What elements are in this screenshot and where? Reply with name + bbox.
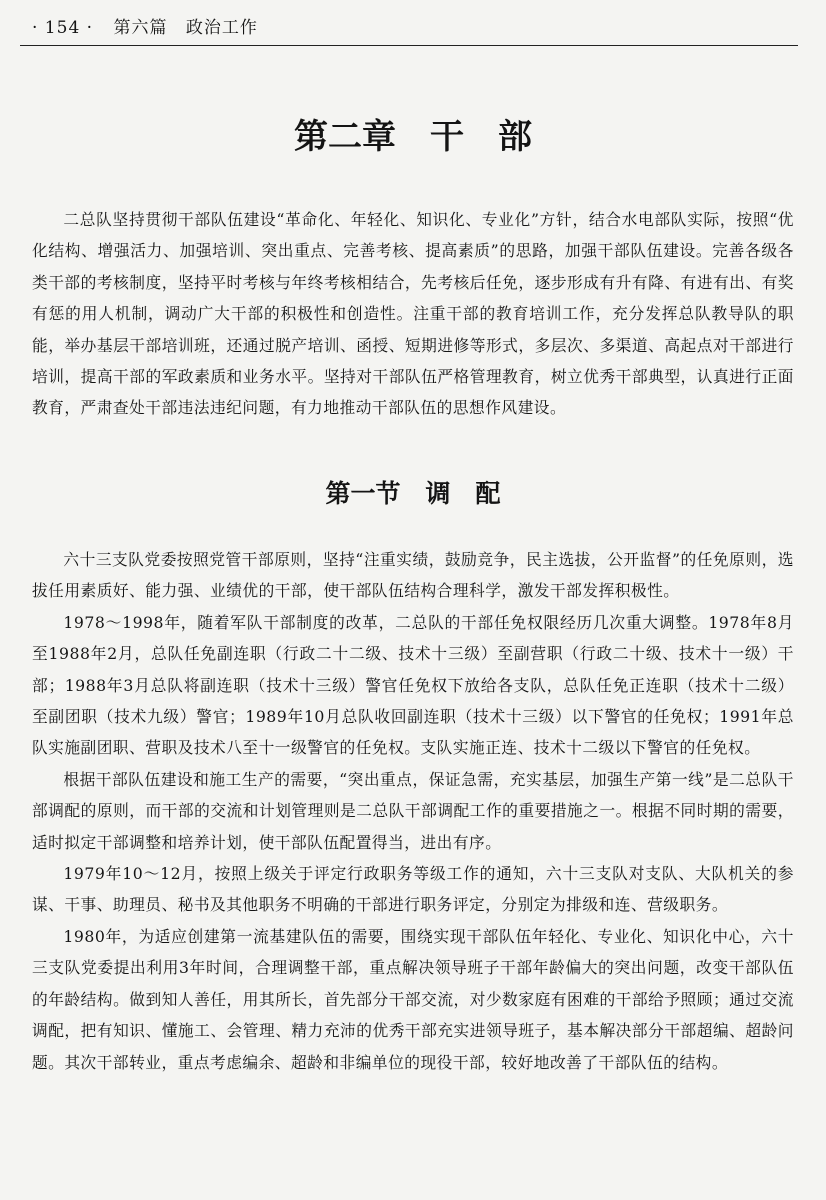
header-rule bbox=[20, 45, 798, 46]
section-title: 第一节 调 配 bbox=[325, 479, 501, 508]
chapter-title: 第二章 干 部 bbox=[294, 117, 532, 157]
part-label: 第六篇 bbox=[113, 18, 168, 38]
page-number: · 154 · bbox=[32, 18, 94, 38]
section-body bbox=[32, 544, 794, 1078]
paragraph: 1980年，为适应创建第一流基建队伍的需要，围绕实现干部队伍年轻化、专业化、知识化中心，六十三支队党委提出利用3年时间，合理调整干部，重点解决领导班子干部年龄偏大的突出问题，改变干部队伍的年龄结构。做到知人善任，用其所长，首先部分干部交流，对少数家庭有困难的干部给予照顾；通过交流调配，把有知识、懂施工、会管理、精力充沛的优秀干部充实进领导班子，基本解决部分干部超编、超龄问题。其次干部转业，重点考虑编余、超龄和非编单位的现役干部，较好地改善了干部队伍的结构。 bbox=[32, 926, 794, 1072]
intro-paragraph: 二总队坚持贯彻干部队伍建设“革命化、年轻化、知识化、专业化”方针，结合水电部队实际，按照“优化结构、增强活力、加强培训、突出重点、完善考核、提高素质”的思路，加强干部队伍建设。完善各级各类干部的考核制度，坚持平时考核与年终考核相结合，先考核后任免，逐步形成有升有降、有进有出、有奖有惩的用人机制，调动广大干部的积极性和创造性。注重干部的教育培训工作，充分发挥总队教导队的职能，举办基层干部培训班，还通过脱产培训、函授、短期进修等形式，多层次、多渠道、高起点对干部进行培训，提高干部的军政素质和业务水平。坚持对干部队伍严格管理教育，树立优秀干部典型，认真进行正面教育，严肃查处干部违法违纪问题，有力地推动干部队伍的思想作风建设。 bbox=[32, 210, 794, 418]
intro-block bbox=[32, 204, 794, 424]
section-label: 政治工作 bbox=[185, 18, 258, 38]
paragraph: 1978～1998年，随着军队干部制度的改革，二总队的干部任免权限经历几次重大调整。1978年8月至1988年2月，总队任免副连职（行政二十二级、技术十三级）至副营职（行政二十级、技术十一级）干部；1988年3月总队将副连职（技术十三级）警官任免权下放给各支队，总队任免正连职（技术十二级）至副团职（技术九级）警官；1989年10月总队收回副连职（技术十三级）以下警官的任免权；1991年总队实施副团职、营职及技术八至十一级警官的任免权。支队实施正连、技术十二级以下警官的任免权。 bbox=[32, 612, 794, 758]
paragraph: 六十三支队党委按照党管干部原则，坚持“注重实绩，鼓励竞争，民主选拔，公开监督”的任免原则，选拔任用素质好、能力强、业绩优的干部，使干部队伍结构合理科学，激发干部发挥积极性。 bbox=[32, 550, 794, 601]
running-header bbox=[32, 14, 794, 44]
paragraph: 根据干部队伍建设和施工生产的需要，“突出重点，保证急需，充实基层，加强生产第一线”是二总队干部调配的原则，而干部的交流和计划管理则是二总队干部调配工作的重要措施之一。根据不同时期的需要，适时拟定干部调整和培养计划，使干部队伍配置得当，进出有序。 bbox=[32, 769, 794, 852]
paragraph: 1979年10～12月，按照上级关于评定行政职务等级工作的通知，六十三支队对支队、大队机关的参谋、干事、助理员、秘书及其他职务不明确的干部进行职务评定，分别定为排级和连、营级职务。 bbox=[32, 864, 794, 915]
